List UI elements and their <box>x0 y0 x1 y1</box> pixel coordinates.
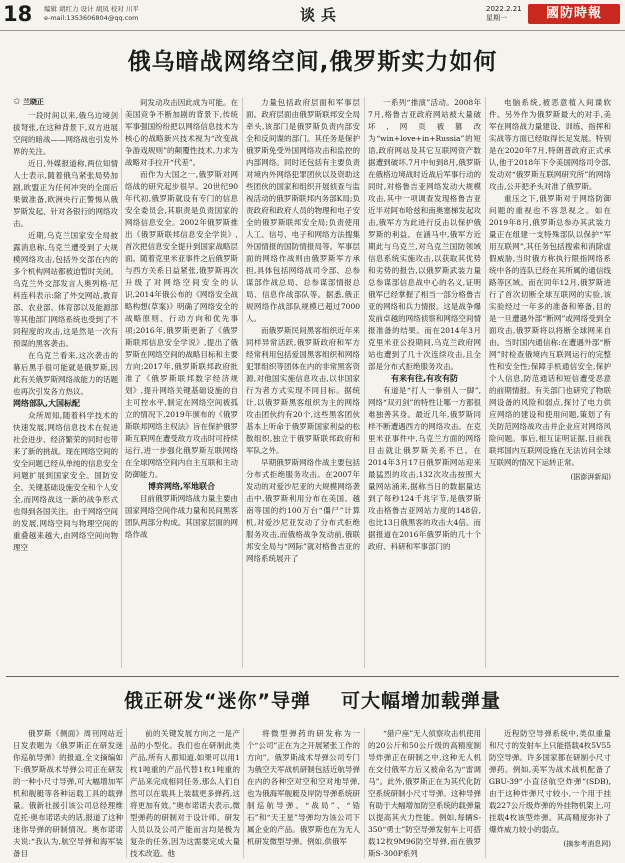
paragraph: 而俄罗斯民间黑客组织近年来同样异常活跃,俄罗斯政府和军方经常利用包括爱国黑客组织和网络犯罪组织等团体在内的非常黑客资源,对他国实施信息攻击,以非国家行为者方式实现不同目标。据统计,以俄罗斯黑客组织为主的网络攻击团伙约有20个,这些黑客团伙基本上听命于俄罗斯国家利益的松散组织,独立于俄罗斯联邦政府和军队之外。 <box>246 326 360 455</box>
paragraph: 一系列“推演”活动。2008年7月,格鲁吉亚政府网站被大量破坏,网页被篡改为“win+love+in+Russia”的短语,政府网站及其它互联网资产数据遭到破坏,7月中旬到8月,俄罗斯在俄格边境战时近战后军事行动的同时,对格鲁吉亚网络发动大规模攻击,其中一项调查发现格鲁吉亚近半对阿布哈兹和南奥塞梯发起攻击,俄军方为此进行反击以保护俄罗斯的利益。在涵马中,俄军方近期此与乌克兰,对乌克兰国防领域信息系统实施攻击,以获取其优势和劣势的报告,以俄罗斯武装力量总参谋部信息战中心的名义,证明俄军已经掌握了相当一部分格鲁吉亚的网络和兵力情报。这是战争爆发前卓越的网络侦察和网络空间情报准备的结果。而在2014年3月克里米亚公投期间,乌克兰政府网站也遭到了几十次连续攻击,且全部是分布式拒绝服务攻击。 <box>368 98 481 371</box>
article1-column-5 <box>489 97 611 483</box>
headline-part1: 俄正研发“迷你”导弹 <box>124 690 311 712</box>
article1-source: (据澎湃新闻) <box>570 473 611 481</box>
paragraph: 重压之下,俄罗斯对于网络防御问题的重视也不容忽视之。如在2019年8月,俄罗斯总参办其武装力量正在组建一支特殊部队以保护“军用互联网”,其任务包括搜索和消除虚假威胁,当时俄方称执行限指网络系统中各的连队已经在其所属的通信线路等区域。而在同年12月,俄罗斯进行了首次切断全球互联网的实验,该实验经过一年多的准备和筹备,目的是一旦遭遇外部“断网”或网络受到全面攻击,俄罗斯将以将断全球网来自由。当时国内通信称:在遭遇外部“断网”时检查俄境内互联网运行的完整性和安全性;保障手机通信安全,保护个人信息,防范通话和短信遭受恶意的前期情报。有关部门也研究了物联网设备的风险和弱点,探讨了电力供应网络的建设和使用问题,策划了有关防范网络战攻击并企业应对网络风险问题。事后,相互证明证据,目前我联邦国内互联网设施在无法访问全球互联网的情况下运转正常。 <box>489 194 611 467</box>
paragraph: 近日,外媒报道称,两位知情人士表示,随着俄乌紧张局势加剧,欧盟正为任何冲突的全面后果做准备,欧洲央行正警惕从俄罗斯发起、针对各银行的网络攻击。 <box>13 159 118 228</box>
article2-column-3 <box>247 728 360 848</box>
article2-column-5 <box>489 728 611 850</box>
article1-column-3 <box>246 97 360 565</box>
staff-info <box>44 5 139 23</box>
article2-source: (摘参考消息网) <box>563 840 611 848</box>
star-icon: ✩ <box>13 97 21 107</box>
article-separator <box>6 676 619 677</box>
article1-byline <box>13 97 44 107</box>
byline-author: 兰晓正 <box>22 98 44 106</box>
paragraph: 电脑系统,被恶意植入间谍软件。另外作为俄罗斯最大的对手,美军在网络战力量建设、训练、指挥和实战等方面已经取得长足发展。特别是在2020年7月,特朗普政府正式承认,他于2018年下令美国网络司令部,发动对“俄罗斯互联网研究所”的网络攻击,公开把矛头对准了俄罗斯。 <box>489 98 611 191</box>
paragraph: 俄罗斯《侧面》周刊网站近日发表题为《俄罗斯正在研发迷你巡航导弹》的报道,全文摘编如下:俄罗斯战术导弹公司正在研发的一种小尺寸导弹,可大幅增加军机和舰艇等各种运载工具的载弹量。俄新社援引该公司总经理维克托·奥布诺诺夫的话,报道了这种迷你导弹的研制情况。奥布诺诺夫说:“我认为,航空导弹和海军装备目 <box>13 729 123 858</box>
article1-headline: 俄乌暗战网络空间,俄罗斯实力如何 <box>127 49 498 75</box>
staff-names: 编辑 胡红力 设计 胡凤 校对 川平 <box>44 5 139 13</box>
paragraph: 目前俄罗斯网络战力量主要由国家网络空间作战力量和民间黑客团队两部分构成。其国家层面的网络作战 <box>125 494 238 539</box>
paragraph: 众所周知,随着科学技术的快速发展,网络信息技术在促进社会进步、经济繁荣的同时也带来了新的挑战。现在网络空间的安全问题已经从单纯的信息安全问题扩展到国家安全。国防安全、关键基础设施安全和个人安全,而网络战这一新的战争形式也得到各国关注。由于网络空间的发展,网络空间与物理空间的重叠越来越大,由网络空间向物理空 <box>13 411 118 552</box>
paragraph: 力量包括政府层面和军事层面。政府层面由俄罗斯联邦安全局牵头,该部门是俄罗斯负责内部安全和反间谍的部门。其任务是保护俄罗斯免受外国网络攻击和监控的内部网络。同时还包括有主要负责对境内外网络犯罪团伙以及资助这些团伙的国家和组织开展侦查与监视活动的俄罗斯联邦内务部K局;负责政府和政府人员的物理和电子安全的俄罗斯联邦安全局;负责使用人工、信号、电子和网络方法搜集外国情报的国防情报局等。军事层面的网络作战则由俄罗斯军方承担,具体包括网络战司令部、总参谋部作战总局、总参谋部情报总局、信息作战部队等。据悉,俄正规网络作战部队规模已超过7000人。 <box>246 98 360 323</box>
article1-column-1 <box>13 110 118 554</box>
column-divider <box>243 728 244 858</box>
subhead-military-civil: 博弈网络,军地联合 <box>147 482 216 491</box>
page-number: 18 <box>3 2 33 26</box>
paragraph: 而作为大国之一,俄罗斯对网络战的研究起步很早。20世纪90年代初,俄罗斯就设有专门的信息安全委员会,其职责是负责国家的网络信息安全。2002年俄罗斯推出《俄罗斯联邦信息安全学说》,首次把信息安全提升到国家战略层面。随着克里米亚事件之后俄罗斯与西方关系日益紧张,俄罗斯再次升级了对网络空间安全的认识,2014年俄公布的《网络安全战略构想(草案)》明确了网络安全的战略原则、行动方向和优先事项;2016年,俄罗斯更新了《俄罗斯联邦信息安全学说》,提出了俄罗斯在网络空间的战略目标和主要方向;2017年,俄罗斯联邦政府批准了《俄罗斯联邦数字经济规划》,提升网络关键基础设施的自主可控水平,制定在网络空间被孤立的情况下,2019年颁布的《俄罗斯联邦网络主权法》旨在保护俄罗斯互联网在遭受敌方攻击时可持续运行,进一步强化俄罗斯互联网络在全球网络空间内自主互联和主动防御能力。 <box>125 170 238 479</box>
article1-column-2 <box>125 97 238 541</box>
header-rule <box>0 30 625 31</box>
column-divider <box>364 728 365 858</box>
paragraph: 早期俄罗斯网络作战主要包括分布式拒绝服务攻击。在2007年发动的对爱沙尼亚的大规模网络袭击中,俄罗斯利用分布在美国、越南等国的约100万台“僵尸”计算机,对爱沙尼亚发动了分布式拒绝服务攻击,而俄格战争发动前,俄联邦安全局与“网际”就对格鲁吉亚的网络系统展开了 <box>246 458 360 563</box>
paragraph: “猎户座”无人侦察攻击机使用的20公斤和50公斤级的高精度制导炸弹正在研制之中,这种无人机在交付俄军方后又被命名为“雷调马”。此外,俄罗斯正在为其代化防空系统研制小尺寸导弹。这种导弹有助于大幅增加防空系统的载弹量以提高其火力性能。例如,每辆S-350“勇士”防空导弹发射车上可搭载12枚9M96防空导弹,而在俄罗斯S-300P系列 <box>368 729 481 858</box>
column-divider <box>242 97 243 668</box>
paragraph: 间发动攻击因此成为可能。在美国竞争不断加剧的背景下,传统军事强国纷纷把以网络信息技术为核心的战略新兴技术视为“改变战争游戏规则”的颠覆性技术,力求为战略对手拉开“代差”。 <box>125 98 238 167</box>
column-divider <box>364 97 365 668</box>
headline-part2: 可大幅增加载弹量 <box>340 690 501 712</box>
paragraph: 近期,乌克兰国家安全局披露消息称,乌克兰遭受到了大规模网络攻击,包括外交部在内的多个机构网站都被迫暂时关闭。乌克兰外交部发言人奥列格·尼科连科表示:除了外交网站,教育部、农业部、体育部以及能源部等其他部门网络系统也受到了不同程度的攻击,这是然是一次有预谋的黑客袭击。 <box>13 231 118 348</box>
article1-column-4 <box>368 97 481 553</box>
section-name: 谈兵 <box>300 6 343 24</box>
column-divider <box>485 728 486 858</box>
paragraph: 前的关键发展方向之一是产品的小型化。我们也在研制此类产品,所有人都知道,如果可以用1枚1吨重的产品代替1枚1吨重的产品来完成相同任务,那么人们自然可以在载具上装载更多弹药,这将更加有效。”奥布诺诺夫表示,微型弹药的研制对于设计师、研发人员以及公司产能而言均是极为复杂的任务,因为这需要完成大量技术改造。他 <box>130 729 240 858</box>
article2-headline <box>0 686 625 713</box>
column-divider <box>126 728 127 858</box>
date-text: 2022.2.21 <box>486 5 522 13</box>
paragraph: 有道是“打人一拳别人一脚”,网络“双刃剑”的特性让哪一方都很难独善其身。最近几年,俄罗斯同样不断遭遇西方的网络攻击。在克里米亚事件中,乌克兰方面的网络目击就让俄罗斯关系不已。在2014年3月17日俄罗斯网站迎来最猛烈的攻击,132次攻击按照大量网站涌来,据称当日的数据量达到了每秒124千兆字节,是俄罗斯攻击格鲁吉亚网站力度的148倍,也比13日俄黑客的攻击大4倍。而据报道在2016年俄罗斯的几十个政府、科研和军事部门的 <box>368 386 481 551</box>
subhead-network-units: 网络部队,大国标配 <box>13 399 81 408</box>
column-divider <box>121 108 122 668</box>
weekday-text: 星期一 <box>486 14 507 22</box>
newspaper-logo: 國防時報 <box>528 4 620 24</box>
paragraph: 将微型弹药的研发称为一个“公司”正在为之开展紧张工作的方向”。俄罗斯战术导弹公司专门为俄空天军战机研制包括近航导弹在内的各种空对空和空对地导弹,也为俄海军舰艇及岸防导弹系统研制巡航导弹。“战局”、“锆石”和“天王星”导弹均为该公司下属企业的产品。俄罗斯也在为无人机研发微型导弹。例如,供俄军 <box>247 729 360 846</box>
article2-column-1 <box>13 728 123 860</box>
article2-column-4 <box>368 728 481 860</box>
paragraph: 在乌克兰看来,这次袭击的幕后黑手很可能就是俄罗斯,因此有关俄罗斯网络战能力的话题也再次引发各方热议。 <box>13 351 118 396</box>
issue-date <box>486 5 522 23</box>
subhead-attack-defense: 有来有往,有攻有防 <box>390 374 459 383</box>
column-divider <box>485 97 486 668</box>
paragraph: 一段时间以来,俄乌边境剑拔弩张,在这种背景下,双方进展空间的暗战——网络战也引发外界的关注。 <box>13 111 118 156</box>
page-header <box>0 0 625 30</box>
staff-email: e-mail:1353606804@qq.com <box>44 14 139 22</box>
article2-column-2 <box>130 728 240 860</box>
paragraph: 近程防空导弹系统中,类似重量和尺寸的发射车上只能搭载4枚5V55防空导弹。许多国家都在研制小尺寸弹药。例如,美军为战术战机配备了GBU-39“小直径航空炸弹”(SDB),由于这种炸弹尺寸较小,一个用于挂载227公斤级炸弹的外挂物机架上,可挂载4枚该型炸弹。其高精度弥补了爆炸威力较小的弱点。 <box>489 729 612 834</box>
